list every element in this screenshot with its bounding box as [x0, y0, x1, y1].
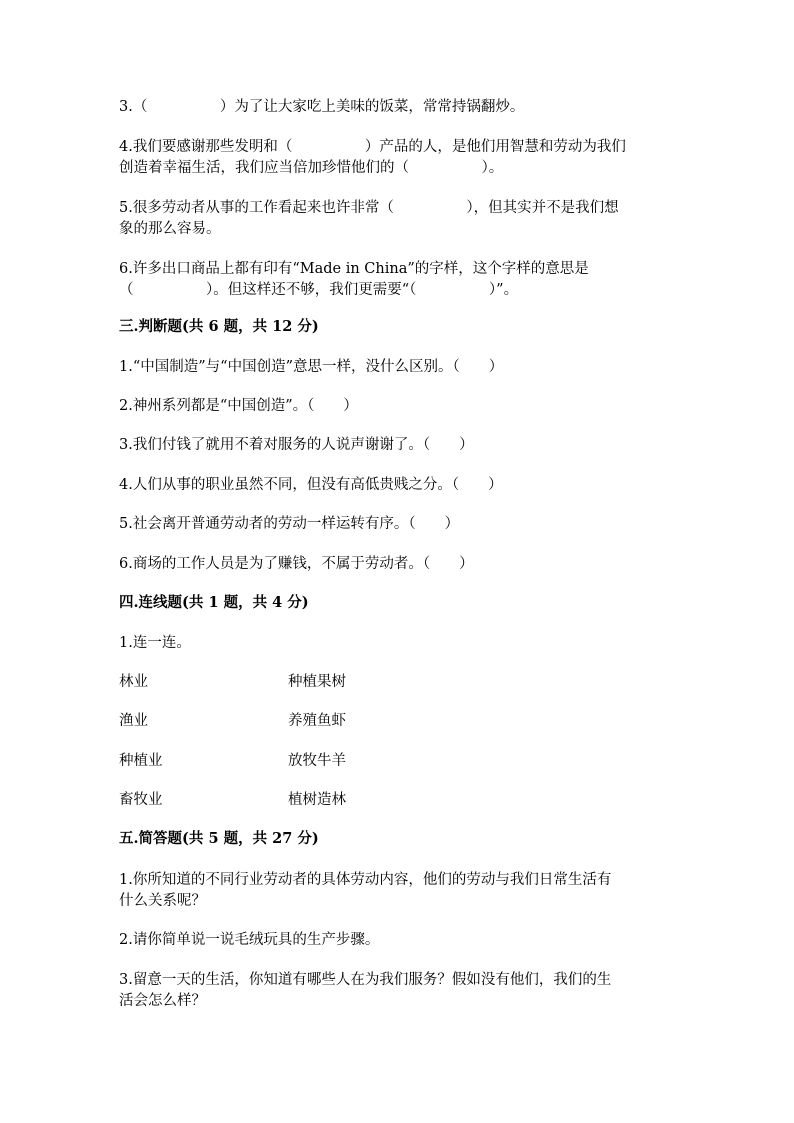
short-answer-question-3-line2: 活会怎么样？ — [119, 993, 206, 1009]
fill-in-question-4-line1: 4.我们要感谢那些发明和（ ）产品的人，是他们用智慧和劳动为我们 — [119, 139, 626, 155]
match-left-item[interactable]: 渔业 — [119, 713, 148, 729]
match-left-item[interactable]: 畜牧业 — [119, 792, 163, 808]
fill-in-question-4-line2: 创造着幸福生活，我们应当倍加珍惜他们的（ ）。 — [119, 160, 504, 176]
fill-in-question-6-line2: （ ）。但这样还不够，我们更需要“（ ）”。 — [119, 282, 519, 298]
fill-in-question-5-line2: 象的那么容易。 — [119, 221, 221, 237]
judge-question-3: 3.我们付钱了就用不着对服务的人说声谢谢了。（ ） — [119, 437, 474, 453]
judge-question-5: 5.社会离开普通劳动者的劳动一样运转有序。（ ） — [119, 516, 460, 532]
short-answer-question-3-line1: 3.留意一天的生活，你知道有哪些人在为我们服务？假如没有他们，我们的生 — [119, 972, 612, 988]
judge-question-6: 6.商场的工作人员是为了赚钱，不属于劳动者。（ ） — [119, 556, 474, 572]
match-left-item[interactable]: 林业 — [119, 674, 148, 690]
match-right-item[interactable]: 种植果树 — [288, 674, 346, 690]
match-right-item[interactable]: 放牧牛羊 — [288, 753, 346, 769]
match-question-1: 1.连一连。 — [119, 635, 191, 651]
match-left-item[interactable]: 种植业 — [119, 753, 163, 769]
fill-in-question-6-line1: 6.许多出口商品上都有印有“Made in China”的字样，这个字样的意思是 — [119, 261, 589, 277]
match-right-item[interactable]: 养殖鱼虾 — [288, 713, 346, 729]
fill-in-question-5-line1: 5.很多劳动者从事的工作看起来也许非常（ ），但其实并不是我们想 — [119, 200, 619, 216]
short-answer-question-2: 2.请你简单说一说毛绒玩具的生产步骤。 — [119, 932, 380, 948]
judge-question-4: 4.人们从事的职业虽然不同，但没有高低贵贱之分。（ ） — [119, 477, 503, 493]
judge-question-1: 1.“中国制造”与“中国创造”意思一样，没什么区别。（ ） — [119, 359, 504, 375]
judge-question-2: 2.神州系列都是“中国创造”。（ ） — [119, 398, 358, 414]
section-4-heading: 四.连线题(共 1 题，共 4 分) — [119, 594, 309, 611]
short-answer-question-1-line1: 1.你所知道的不同行业劳动者的具体劳动内容，他们的劳动与我们日常生活有 — [119, 872, 612, 888]
fill-in-question-3: 3.（ ）为了让大家吃上美味的饭菜，常常持锅翻炒。 — [119, 99, 525, 115]
section-3-heading: 三.判断题(共 6 题，共 12 分) — [119, 318, 319, 335]
match-right-item[interactable]: 植树造林 — [288, 792, 346, 808]
section-5-heading: 五.简答题(共 5 题，共 27 分) — [119, 830, 319, 847]
short-answer-question-1-line2: 什么关系呢？ — [119, 893, 206, 909]
